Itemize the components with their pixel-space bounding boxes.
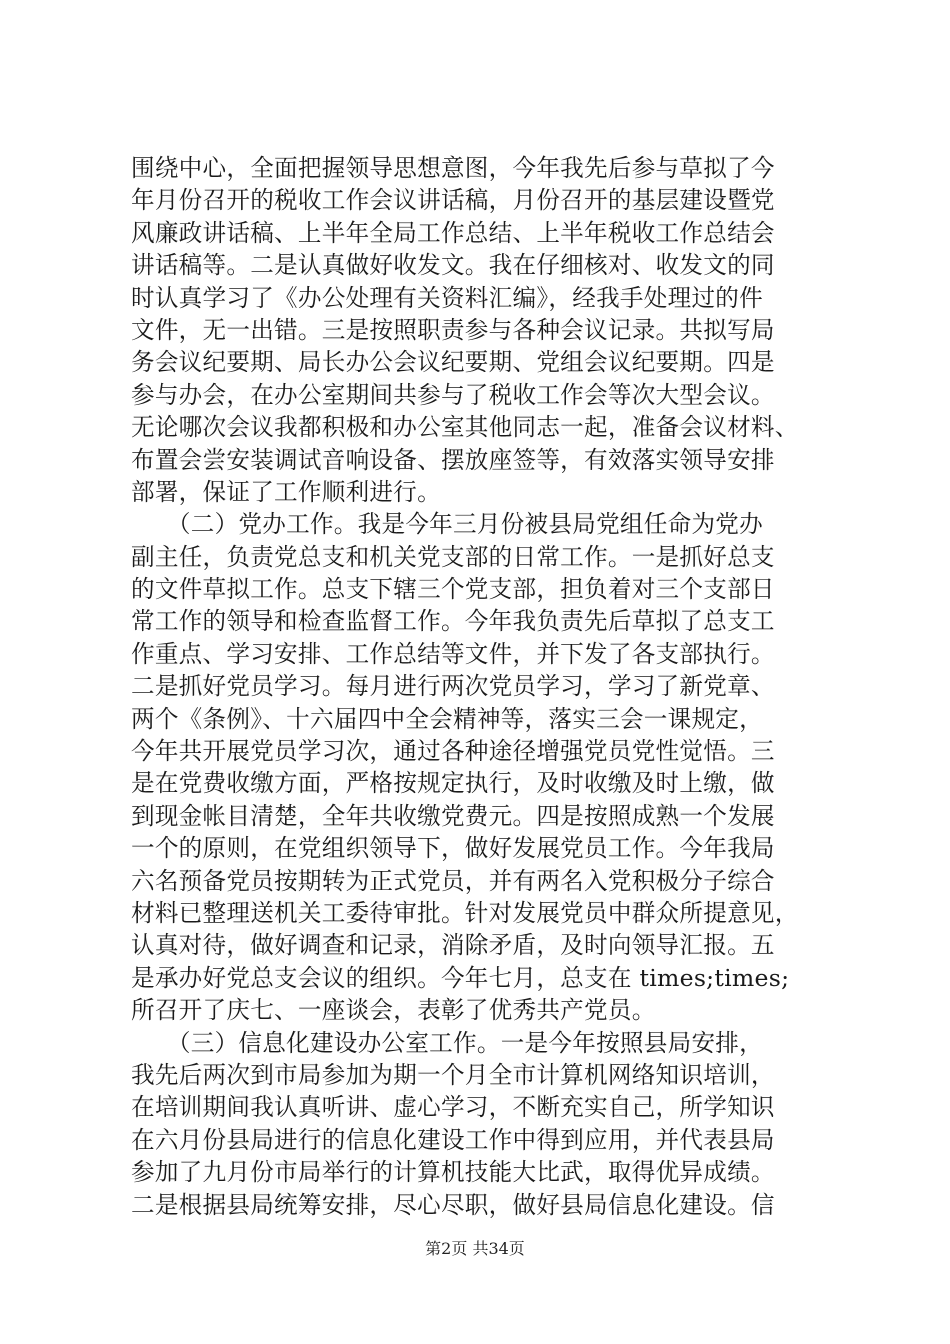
text-line: 布置会尝安装调试音响设备、摆放座签等，有效落实领导安排 bbox=[131, 445, 775, 474]
text-line: 认真对待，做好调查和记录，消除矛盾，及时向领导汇报。五 bbox=[131, 931, 775, 960]
page-number-footer: 第2页 共34页 bbox=[425, 1239, 525, 1258]
text-line: 部署，保证了工作顺利进行。 bbox=[131, 477, 441, 506]
text-line: 务会议纪要期、局长办公会议纪要期、党组会议纪要期。四是 bbox=[131, 348, 775, 377]
text-line: 的文件草拟工作。总支下辖三个党支部，担负着对三个支部日 bbox=[131, 575, 775, 604]
text-line: 讲话稿等。二是认真做好收发文。我在仔细核对、收发文的同 bbox=[131, 251, 775, 280]
text-line: 时认真学习了《办公处理有关资料汇编》，经我手处理过的件 bbox=[131, 283, 763, 312]
text-line: 常工作的领导和检查监督工作。今年我负责先后草拟了总支工 bbox=[131, 607, 775, 636]
text-line: 围绕中心，全面把握领导思想意图，今年我先后参与草拟了今 bbox=[131, 154, 775, 182]
text-line: 年月份召开的税收工作会议讲话稿，月份召开的基层建设暨党 bbox=[131, 186, 775, 215]
text-line: 无论哪次会议我都积极和办公室其他同志一起，准备会议材料、 bbox=[131, 413, 799, 442]
text-line: 文件，无一出错。三是按照职责参与各种会议记录。共拟写局 bbox=[131, 315, 775, 344]
text-line: 参加了九月份市局举行的计算机技能大比武，取得优异成绩。 bbox=[131, 1158, 775, 1187]
text-line: 二是根据县局统筹安排，尽心尽职，做好县局信息化建设。信 bbox=[131, 1190, 775, 1219]
text-line: 是在党费收缴方面，严格按规定执行，及时收缴及时上缴，做 bbox=[131, 769, 775, 798]
text-line: 二是抓好党员学习。每月进行两次党员学习，学习了新党章、 bbox=[131, 672, 775, 701]
text-line: 我先后两次到市局参加为期一个月全市计算机网络知识培训， bbox=[131, 1060, 775, 1089]
text-line: 是承办好党总支会议的组织。今年七月，总支在 times;times; bbox=[131, 963, 790, 992]
text-line: （三）信息化建设办公室工作。一是今年按照县局安排， bbox=[131, 1028, 763, 1057]
text-line: 副主任，负责党总支和机关党支部的日常工作。一是抓好总支 bbox=[131, 542, 775, 571]
text-line: 到现金帐目清楚，全年共收缴党费元。四是按照成熟一个发展 bbox=[131, 801, 775, 830]
text-line: 在培训期间我认真听讲、虚心学习，不断充实自己，所学知识 bbox=[131, 1093, 775, 1122]
text-line: 两个《条例》、十六届四中全会精神等，落实三会一课规定， bbox=[131, 704, 763, 733]
text-line: 作重点、学习安排、工作总结等文件，并下发了各支部执行。 bbox=[131, 639, 775, 668]
text-line: 六名预备党员按期转为正式党员，并有两名入党积极分子综合 bbox=[131, 866, 775, 895]
document-body bbox=[131, 152, 831, 1221]
text-line: 今年共开展党员学习次，通过各种途径增强党员党性觉悟。三 bbox=[131, 737, 775, 766]
text-line: 参与办会，在办公室期间共参与了税收工作会等次大型会议。 bbox=[131, 380, 775, 409]
text-line: 所召开了庆七、一座谈会，表彰了优秀共产党员。 bbox=[131, 996, 656, 1025]
text-line: 材料已整理送机关工委待审批。针对发展党员中群众所提意见， bbox=[131, 898, 799, 927]
text-line: 在六月份县局进行的信息化建设工作中得到应用，并代表县局 bbox=[131, 1125, 775, 1154]
text-line: 一个的原则，在党组织领导下，做好发展党员工作。今年我局 bbox=[131, 834, 775, 863]
text-line: （二）党办工作。我是今年三月份被县局党组任命为党办 bbox=[131, 510, 763, 539]
text-line: 风廉政讲话稿、上半年全局工作总结、上半年税收工作总结会 bbox=[131, 218, 775, 247]
